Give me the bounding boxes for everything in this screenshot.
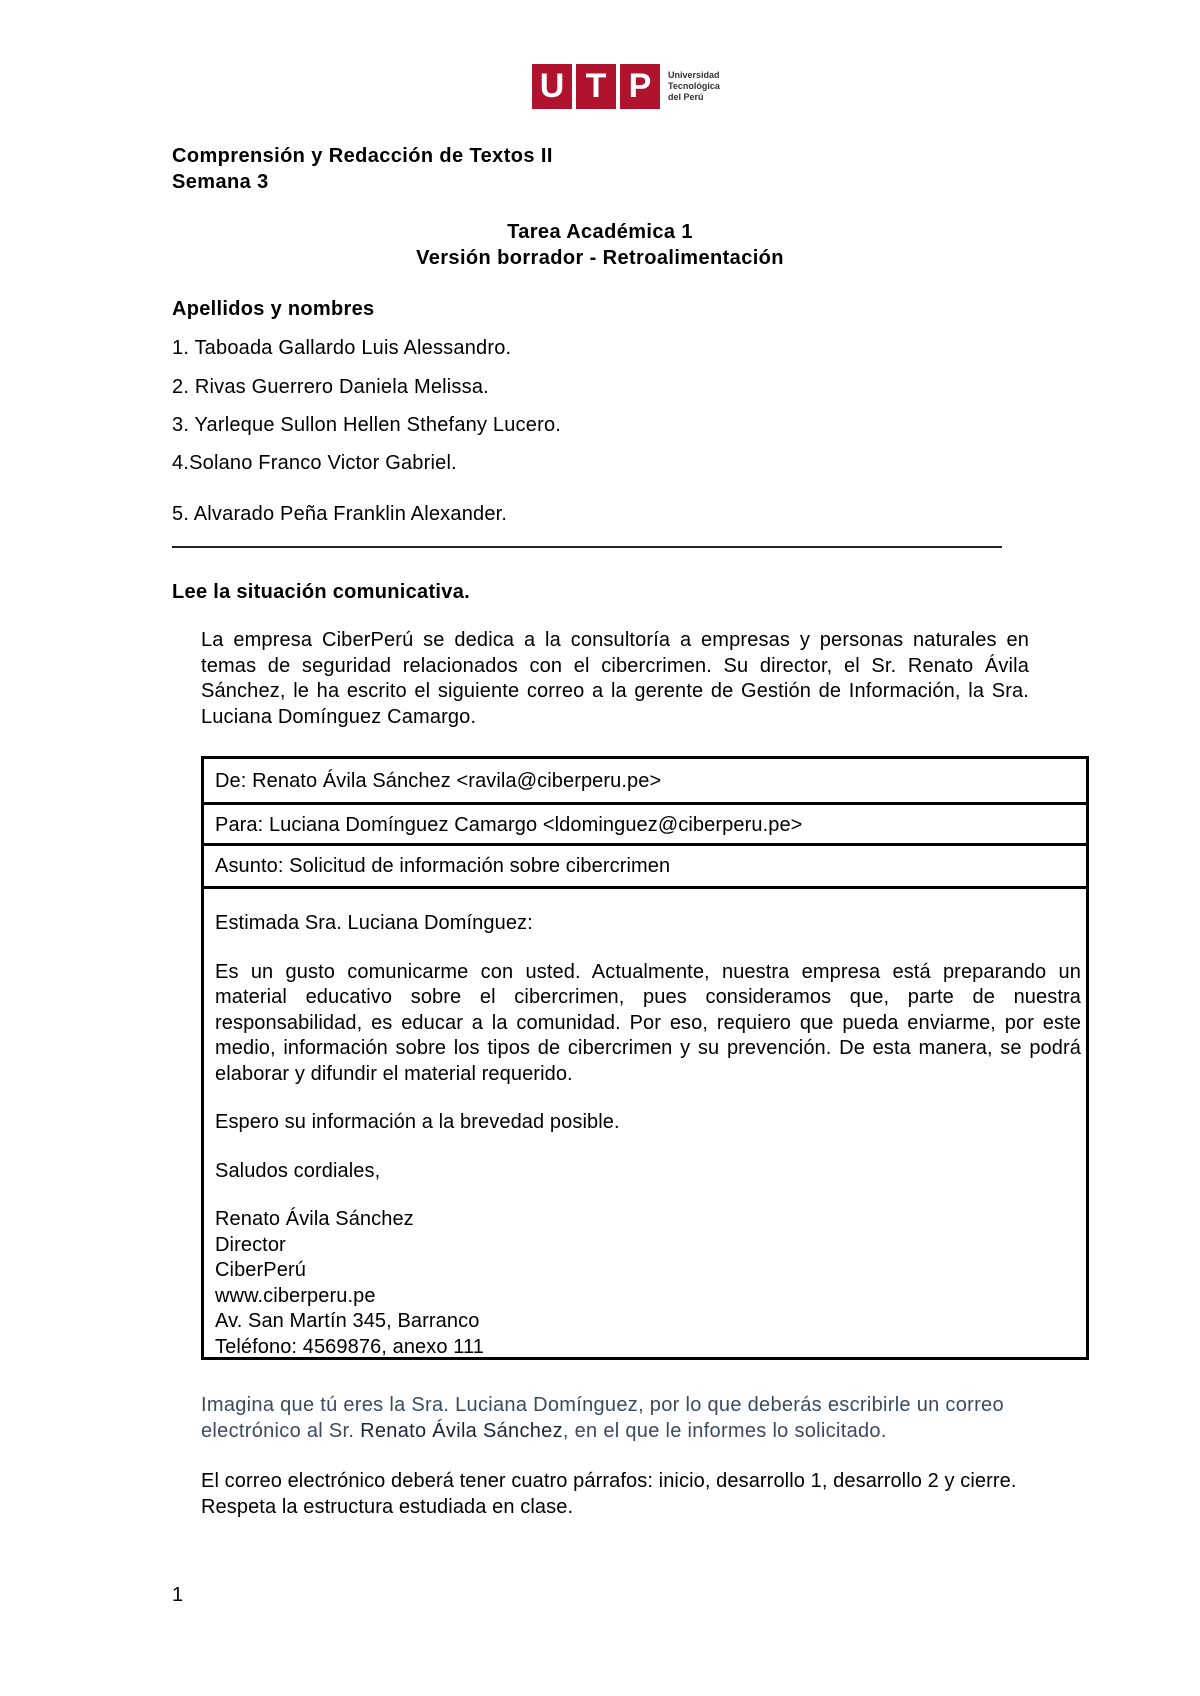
email-salutation: Saludos cordiales,	[215, 1159, 381, 1182]
email-subject: Asunto: Solicitud de información sobre cibercrimen	[215, 855, 671, 877]
member-item: 3. Yarleque Sullon Hellen Sthefany Lucero.	[172, 414, 562, 436]
members-label: Apellidos y nombres	[172, 298, 375, 320]
email-divider	[204, 886, 1086, 889]
email-body	[215, 911, 1081, 1360]
email-divider	[204, 843, 1086, 846]
situation-label: Lee la situación comunicativa.	[172, 581, 470, 603]
logo-university-name: Universidad Tecnológica del Perú	[668, 70, 720, 102]
situation-text: La empresa CiberPerú se dedica a la consultoría a empresas y personas naturales en temas de seguridad relacionados con el cibercrimen. Su director, el Sr. Renato Ávila Sánchez, le ha escrito el siguiente correo a la gerente de Gestión de Información, la Sra. Luciana Domínguez Camargo.	[201, 629, 1029, 728]
logo-letter-u: U	[532, 64, 572, 109]
member-item: 1. Taboada Gallardo Luis Alessandro.	[172, 337, 512, 359]
email-greeting: Estimada Sra. Luciana Domínguez:	[215, 912, 533, 934]
course-name: Comprensión y Redacción de Textos II	[172, 145, 553, 167]
utp-logo	[532, 64, 732, 112]
assignment-subtitle: Versión borrador - Retroalimentación	[416, 247, 784, 269]
instruction-text: Imagina que tú eres la Sra. Luciana Domínguez, por lo que deberás escribirle un correo electrónico al Sr. Renato Ávila Sánchez, en el que le informes lo solicitado.	[201, 1394, 1004, 1442]
email-to: Para: Luciana Domínguez Camargo <ldominguez@ciberperu.pe>	[215, 814, 803, 836]
member-item: 4.Solano Franco Victor Gabriel.	[172, 452, 457, 474]
logo-letter-p: P	[620, 64, 660, 109]
instruction-structure: El correo electrónico deberá tener cuatro párrafos: inicio, desarrollo 1, desarrollo 2 y cierre. Respeta la estructura estudiada en clase.	[201, 1470, 1017, 1518]
email-signature: Renato Ávila Sánchez Director CiberPerú www.ciberperu.pe Av. San Martín 345, Barranco Teléfono: 4569876, anexo 111	[215, 1208, 484, 1358]
email-box	[201, 756, 1089, 1360]
email-closing: Espero su información a la brevedad posible.	[215, 1111, 620, 1133]
email-from: De: Renato Ávila Sánchez <ravila@ciberperu.pe>	[215, 770, 662, 792]
logo-letter-t: T	[576, 64, 616, 109]
member-item: 5. Alvarado Peña Franklin Alexander.	[172, 503, 508, 525]
page-number: 1	[172, 1584, 184, 1606]
separator-line	[172, 546, 1002, 548]
assignment-title: Tarea Académica 1	[507, 221, 693, 243]
week-label: Semana 3	[172, 171, 269, 193]
email-paragraph: Es un gusto comunicarme con usted. Actualmente, nuestra empresa está preparando un material educativo sobre el cibercrimen, pues consideramos que, parte de nuestra responsabilidad, es educar a la comunidad. Por eso, requiero que pueda enviarme, por este medio, información sobre los tipos de cibercrimen y su prevención. De esta manera, se podrá elaborar y difundir el material requerido.	[215, 960, 1081, 1085]
member-item: 2. Rivas Guerrero Daniela Melissa.	[172, 376, 489, 398]
document-header	[172, 143, 553, 195]
email-divider	[204, 802, 1086, 805]
